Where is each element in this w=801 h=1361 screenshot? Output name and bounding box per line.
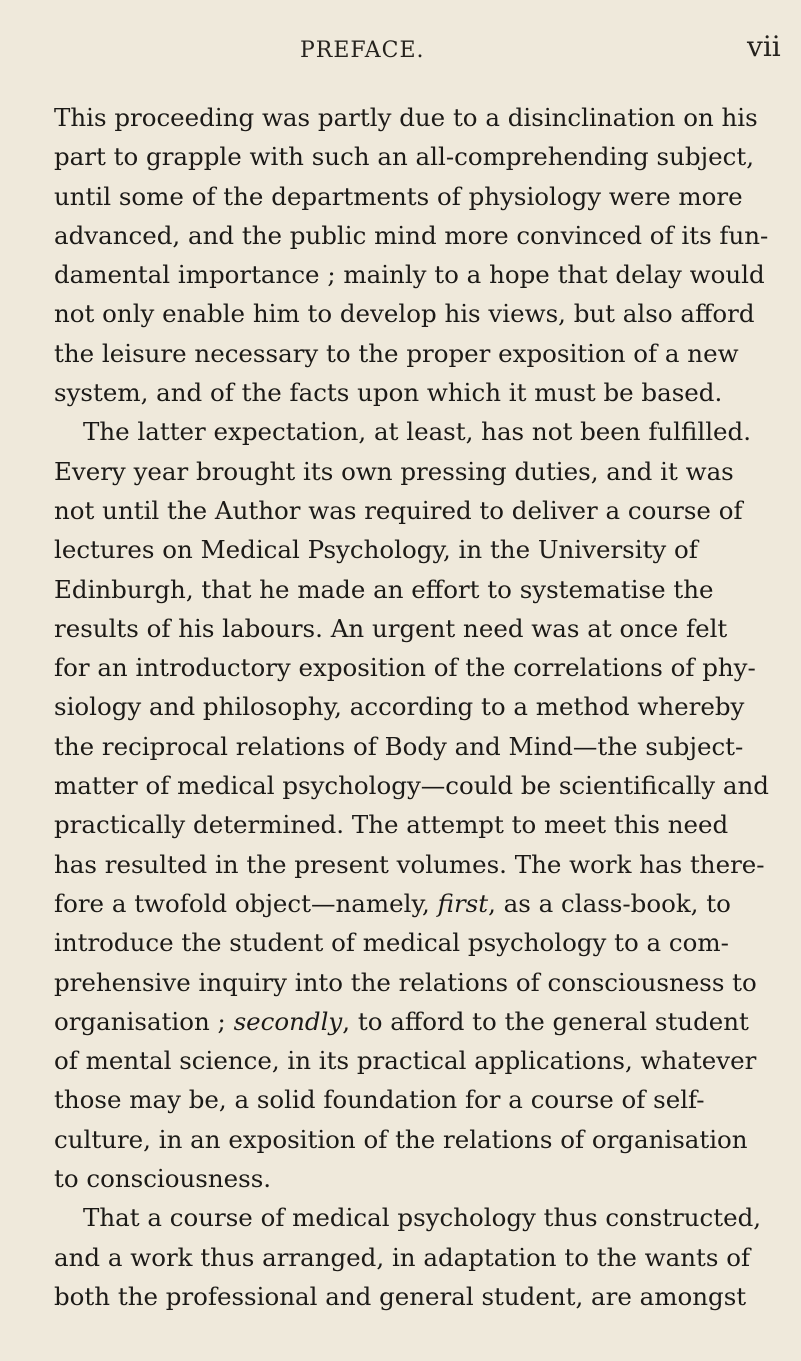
text-line: results of his labours. An urgent need was at once felt bbox=[54, 613, 728, 643]
text-line: not until the Author was required to deliver a course of bbox=[54, 495, 743, 525]
text-line: Edinburgh, that he made an effort to systematise the bbox=[54, 574, 714, 604]
page-number: vii bbox=[747, 30, 781, 63]
paragraph-start-line: The latter expectation, at least, has not been fulfilled. bbox=[83, 417, 751, 447]
text-line bbox=[54, 884, 774, 923]
emphasis-secondly: secondly bbox=[233, 1006, 343, 1036]
text-line: prehensive inquiry into the relations of consciousness to bbox=[54, 967, 757, 997]
text-line: both the professional and general student, are amongst bbox=[54, 1281, 747, 1311]
text-line bbox=[54, 1002, 774, 1041]
text-line: practically determined. The attempt to meet this need bbox=[54, 810, 729, 840]
preface-body bbox=[54, 98, 774, 1316]
text-line: part to grapple with such an all-comprehending subject, bbox=[54, 142, 755, 172]
paragraph-start-line: That a course of medical psychology thus constructed, bbox=[83, 1203, 762, 1233]
text-line: lectures on Medical Psychology, in the University of bbox=[54, 535, 698, 565]
text-line: has resulted in the present volumes. The work has there- bbox=[54, 849, 765, 879]
text-line: for an introductory exposition of the correlations of phy- bbox=[54, 653, 756, 683]
text-line: to consciousness. bbox=[54, 1164, 272, 1194]
text-line: advanced, and the public mind more convinced of its fun- bbox=[54, 220, 769, 250]
text-line: the leisure necessary to the proper exposition of a new bbox=[54, 338, 739, 368]
text-line: and a work thus arranged, in adaptation to the wants of bbox=[54, 1242, 751, 1272]
text-line: not only enable him to develop his views, but also afford bbox=[54, 299, 755, 329]
emphasis-first: first bbox=[437, 888, 489, 918]
running-head: PREFACE. bbox=[300, 38, 425, 63]
text-line: system, and of the facts upon which it must be based. bbox=[54, 378, 723, 408]
text-line: damental importance ; mainly to a hope that delay would bbox=[54, 260, 765, 290]
text-line: culture, in an exposition of the relations of organisation bbox=[54, 1124, 748, 1154]
text-line: those may be, a solid foundation for a course of self- bbox=[54, 1085, 705, 1115]
text-line: introduce the student of medical psychology to a com- bbox=[54, 928, 729, 958]
text-line: the reciprocal relations of Body and Mind—the subject- bbox=[54, 731, 744, 761]
text-line: of mental science, in its practical applications, whatever bbox=[54, 1046, 757, 1076]
text-line: until some of the departments of physiology were more bbox=[54, 181, 743, 211]
text-segment: fore a twofold object—namely, bbox=[54, 888, 438, 918]
text-line: This proceeding was partly due to a disinclination on his bbox=[54, 103, 758, 132]
text-segment: , to afford to the general student bbox=[342, 1006, 749, 1036]
text-segment: organisation ; bbox=[54, 1006, 234, 1036]
text-line: siology and philosophy, according to a method whereby bbox=[54, 692, 745, 722]
text-line: Every year brought its own pressing duties, and it was bbox=[54, 456, 734, 486]
text-line: matter of medical psychology—could be scientifically and bbox=[54, 771, 769, 801]
text-segment: , as a class-book, to bbox=[488, 888, 731, 918]
